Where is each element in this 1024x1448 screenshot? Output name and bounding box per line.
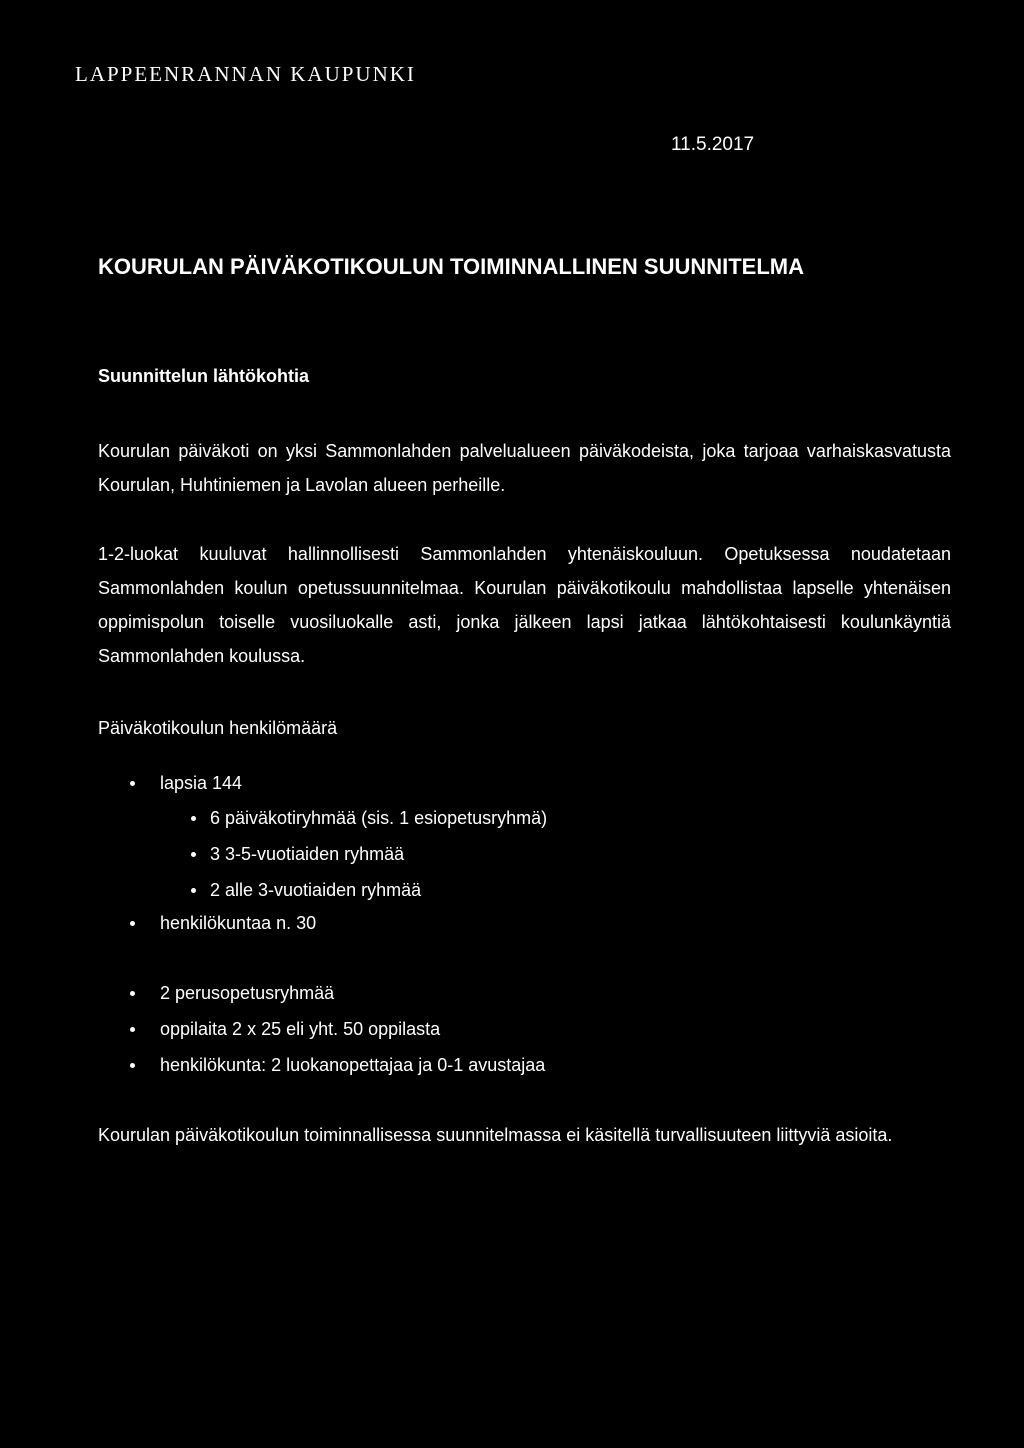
- staff-list: [160, 905, 316, 941]
- document-date: 11.5.2017: [671, 134, 755, 155]
- list-item: 3 3-5-vuotiaiden ryhmää: [210, 836, 547, 872]
- list-item-children: lapsia 144: [160, 765, 242, 801]
- paragraph-school: 1-2-luokat kuuluvat hallinnollisesti Sammonlahden yhtenäiskouluun. Opetuksessa noudatetaan Sammonlahden koulun opetussuunnitelmaa. Kourulan päiväkotikoulu mahdollistaa lapselle yhtenäisen oppimispolun toiselle vuosiluokalle asti, jonka jälkeen lapsi jatkaa lähtökohtaisesti koulunkäyntiä Sammonlahden koulussa.: [98, 544, 951, 666]
- section-heading: Suunnittelun lähtökohtia: [98, 366, 309, 386]
- list-item: henkilökunta: 2 luokanopettajaa ja 0-1 avustajaa: [160, 1047, 545, 1083]
- paragraph-intro: Kourulan päiväkoti on yksi Sammonlahden palvelualueen päiväkodeista, joka tarjoaa varhaiskasvatusta Kourulan, Huhtiniemen ja Lavolan alueen perheille.: [98, 441, 951, 495]
- children-list: [160, 765, 242, 801]
- document-title: KOURULAN PÄIVÄKOTIKOULUN TOIMINNALLINEN SUUNNITELMA: [98, 254, 805, 279]
- staff-heading: Päiväkotikoulun henkilömäärä: [98, 718, 338, 738]
- list-item-staff: henkilökuntaa n. 30: [160, 905, 316, 941]
- list-item: oppilaita 2 x 25 eli yht. 50 oppilasta: [160, 1011, 545, 1047]
- children-sublist: [210, 800, 547, 908]
- school-list: [160, 975, 545, 1083]
- list-item: 6 päiväkotiryhmää (sis. 1 esiopetusryhmä): [210, 800, 547, 836]
- organization-name: LAPPEENRANNAN KAUPUNKI: [75, 62, 416, 86]
- list-item: 2 perusopetusryhmää: [160, 975, 545, 1011]
- list-item: 2 alle 3-vuotiaiden ryhmää: [210, 872, 547, 908]
- paragraph-safety-note: Kourulan päiväkotikoulun toiminnallisessa suunnitelmassa ei käsitellä turvallisuuteen liittyviä asioita.: [98, 1125, 893, 1145]
